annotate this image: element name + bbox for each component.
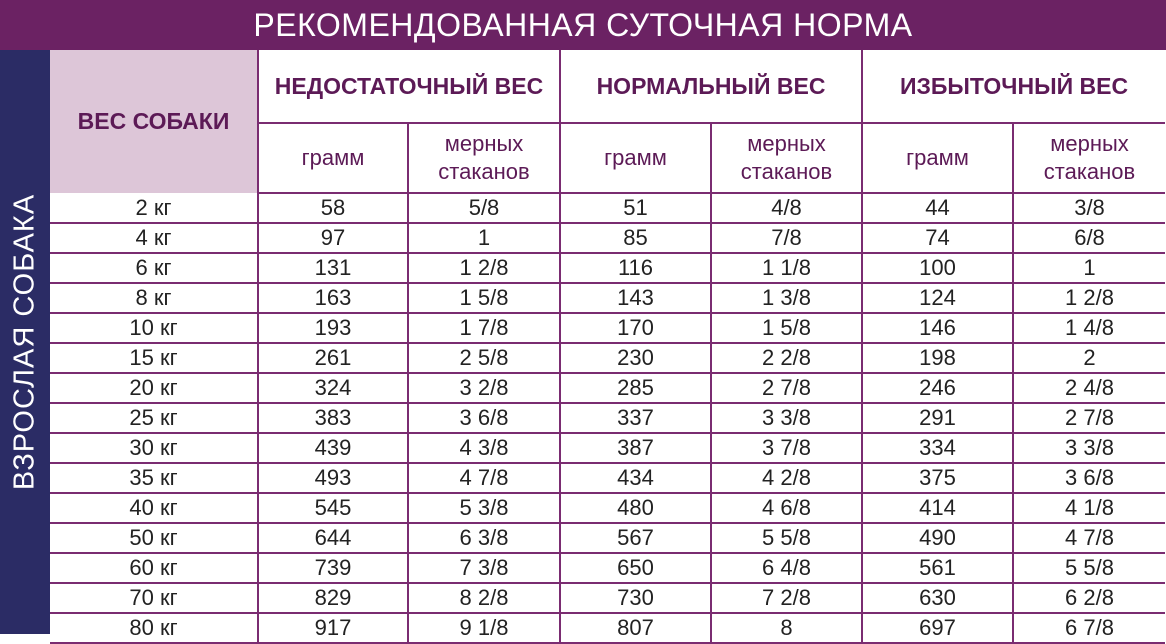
normal-cups-cell: 4 2/8 <box>711 463 862 493</box>
normal-cups-cell: 4/8 <box>711 193 862 223</box>
table-row <box>50 523 1165 553</box>
overweight-grams-cell: 334 <box>862 433 1013 463</box>
normal-cups-cell: 7 2/8 <box>711 583 862 613</box>
underweight-grams-cell: 97 <box>258 223 408 253</box>
underweight-grams-cell: 324 <box>258 373 408 403</box>
dog-weight-cell: 6 кг <box>50 253 258 283</box>
underweight-cups-cell: 1 7/8 <box>408 313 560 343</box>
underweight-cups-cell: 3 2/8 <box>408 373 560 403</box>
underweight-cups-cell: 5 3/8 <box>408 493 560 523</box>
side-band <box>0 50 50 634</box>
header-overweight: ИЗБЫТОЧНЫЙ ВЕС <box>862 50 1165 123</box>
dog-weight-cell: 8 кг <box>50 283 258 313</box>
overweight-grams-cell: 490 <box>862 523 1013 553</box>
overweight-cups-cell: 3 6/8 <box>1013 463 1165 493</box>
overweight-grams-cell: 291 <box>862 403 1013 433</box>
normal-cups-cell: 6 4/8 <box>711 553 862 583</box>
overweight-grams-cell: 561 <box>862 553 1013 583</box>
overweight-grams-cell: 414 <box>862 493 1013 523</box>
sub-header-cups: мерных стаканов <box>408 123 560 193</box>
underweight-grams-cell: 493 <box>258 463 408 493</box>
table-row <box>50 343 1165 373</box>
overweight-cups-cell: 5 5/8 <box>1013 553 1165 583</box>
normal-cups-cell: 5 5/8 <box>711 523 862 553</box>
header-dog-weight: ВЕС СОБАКИ <box>50 50 258 193</box>
normal-grams-cell: 387 <box>560 433 711 463</box>
normal-cups-cell: 2 7/8 <box>711 373 862 403</box>
overweight-cups-cell: 1 <box>1013 253 1165 283</box>
dog-weight-cell: 60 кг <box>50 553 258 583</box>
sub-header-grams: грамм <box>258 123 408 193</box>
sub-header-cups: мерных стаканов <box>711 123 862 193</box>
normal-grams-cell: 143 <box>560 283 711 313</box>
overweight-cups-cell: 6 2/8 <box>1013 583 1165 613</box>
underweight-cups-cell: 1 2/8 <box>408 253 560 283</box>
dog-weight-cell: 4 кг <box>50 223 258 253</box>
overweight-grams-cell: 697 <box>862 613 1013 643</box>
dog-weight-cell: 10 кг <box>50 313 258 343</box>
underweight-cups-cell: 9 1/8 <box>408 613 560 643</box>
overweight-grams-cell: 124 <box>862 283 1013 313</box>
overweight-cups-cell: 6/8 <box>1013 223 1165 253</box>
normal-cups-cell: 1 1/8 <box>711 253 862 283</box>
normal-grams-cell: 434 <box>560 463 711 493</box>
header-normal-weight: НОРМАЛЬНЫЙ ВЕС <box>560 50 862 123</box>
normal-cups-cell: 8 <box>711 613 862 643</box>
table-row <box>50 373 1165 403</box>
normal-cups-cell: 3 7/8 <box>711 433 862 463</box>
overweight-grams-cell: 100 <box>862 253 1013 283</box>
side-label: ВЗРОСЛАЯ СОБАКА <box>8 193 41 491</box>
normal-grams-cell: 51 <box>560 193 711 223</box>
overweight-cups-cell: 4 1/8 <box>1013 493 1165 523</box>
normal-grams-cell: 480 <box>560 493 711 523</box>
table-row <box>50 613 1165 643</box>
normal-cups-cell: 1 3/8 <box>711 283 862 313</box>
underweight-cups-cell: 4 3/8 <box>408 433 560 463</box>
underweight-grams-cell: 193 <box>258 313 408 343</box>
dog-weight-cell: 50 кг <box>50 523 258 553</box>
underweight-grams-cell: 545 <box>258 493 408 523</box>
dog-weight-cell: 40 кг <box>50 493 258 523</box>
table-row <box>50 223 1165 253</box>
sub-header-grams: грамм <box>862 123 1013 193</box>
underweight-cups-cell: 3 6/8 <box>408 403 560 433</box>
table-row <box>50 253 1165 283</box>
dog-weight-cell: 15 кг <box>50 343 258 373</box>
underweight-grams-cell: 163 <box>258 283 408 313</box>
underweight-cups-cell: 7 3/8 <box>408 553 560 583</box>
normal-grams-cell: 807 <box>560 613 711 643</box>
underweight-grams-cell: 131 <box>258 253 408 283</box>
normal-grams-cell: 170 <box>560 313 711 343</box>
overweight-grams-cell: 44 <box>862 193 1013 223</box>
header-underweight: НЕДОСТАТОЧНЫЙ ВЕС <box>258 50 560 123</box>
underweight-cups-cell: 1 5/8 <box>408 283 560 313</box>
normal-cups-cell: 1 5/8 <box>711 313 862 343</box>
dog-weight-cell: 2 кг <box>50 193 258 223</box>
normal-grams-cell: 116 <box>560 253 711 283</box>
overweight-cups-cell: 1 4/8 <box>1013 313 1165 343</box>
underweight-cups-cell: 2 5/8 <box>408 343 560 373</box>
table-row <box>50 553 1165 583</box>
underweight-cups-cell: 1 <box>408 223 560 253</box>
underweight-grams-cell: 58 <box>258 193 408 223</box>
table-row <box>50 493 1165 523</box>
overweight-grams-cell: 146 <box>862 313 1013 343</box>
dog-weight-cell: 25 кг <box>50 403 258 433</box>
normal-cups-cell: 7/8 <box>711 223 862 253</box>
normal-grams-cell: 650 <box>560 553 711 583</box>
feeding-table <box>50 50 1165 644</box>
table-row <box>50 403 1165 433</box>
overweight-grams-cell: 630 <box>862 583 1013 613</box>
normal-grams-cell: 567 <box>560 523 711 553</box>
overweight-grams-cell: 375 <box>862 463 1013 493</box>
table-row <box>50 463 1165 493</box>
table-body <box>50 193 1165 643</box>
table-row <box>50 313 1165 343</box>
sub-header-grams: грамм <box>560 123 711 193</box>
overweight-cups-cell: 1 2/8 <box>1013 283 1165 313</box>
underweight-grams-cell: 739 <box>258 553 408 583</box>
normal-grams-cell: 285 <box>560 373 711 403</box>
normal-cups-cell: 2 2/8 <box>711 343 862 373</box>
group-header-row <box>50 50 1165 123</box>
underweight-cups-cell: 6 3/8 <box>408 523 560 553</box>
underweight-grams-cell: 644 <box>258 523 408 553</box>
overweight-cups-cell: 3/8 <box>1013 193 1165 223</box>
overweight-grams-cell: 198 <box>862 343 1013 373</box>
overweight-cups-cell: 2 7/8 <box>1013 403 1165 433</box>
overweight-cups-cell: 2 4/8 <box>1013 373 1165 403</box>
table-row <box>50 193 1165 223</box>
table-row <box>50 433 1165 463</box>
chart-title: РЕКОМЕНДОВАННАЯ СУТОЧНАЯ НОРМА <box>0 0 1166 50</box>
overweight-cups-cell: 3 3/8 <box>1013 433 1165 463</box>
dog-weight-cell: 70 кг <box>50 583 258 613</box>
underweight-cups-cell: 4 7/8 <box>408 463 560 493</box>
table-row <box>50 283 1165 313</box>
underweight-grams-cell: 917 <box>258 613 408 643</box>
underweight-cups-cell: 5/8 <box>408 193 560 223</box>
underweight-grams-cell: 439 <box>258 433 408 463</box>
table-row <box>50 583 1165 613</box>
normal-grams-cell: 337 <box>560 403 711 433</box>
overweight-cups-cell: 6 7/8 <box>1013 613 1165 643</box>
sub-header-cups: мерных стаканов <box>1013 123 1165 193</box>
normal-grams-cell: 230 <box>560 343 711 373</box>
underweight-grams-cell: 261 <box>258 343 408 373</box>
normal-cups-cell: 4 6/8 <box>711 493 862 523</box>
overweight-cups-cell: 4 7/8 <box>1013 523 1165 553</box>
underweight-grams-cell: 829 <box>258 583 408 613</box>
overweight-cups-cell: 2 <box>1013 343 1165 373</box>
dog-weight-cell: 80 кг <box>50 613 258 643</box>
dog-weight-cell: 35 кг <box>50 463 258 493</box>
overweight-grams-cell: 74 <box>862 223 1013 253</box>
normal-grams-cell: 730 <box>560 583 711 613</box>
dog-weight-cell: 30 кг <box>50 433 258 463</box>
underweight-cups-cell: 8 2/8 <box>408 583 560 613</box>
dog-weight-cell: 20 кг <box>50 373 258 403</box>
overweight-grams-cell: 246 <box>862 373 1013 403</box>
normal-grams-cell: 85 <box>560 223 711 253</box>
normal-cups-cell: 3 3/8 <box>711 403 862 433</box>
underweight-grams-cell: 383 <box>258 403 408 433</box>
